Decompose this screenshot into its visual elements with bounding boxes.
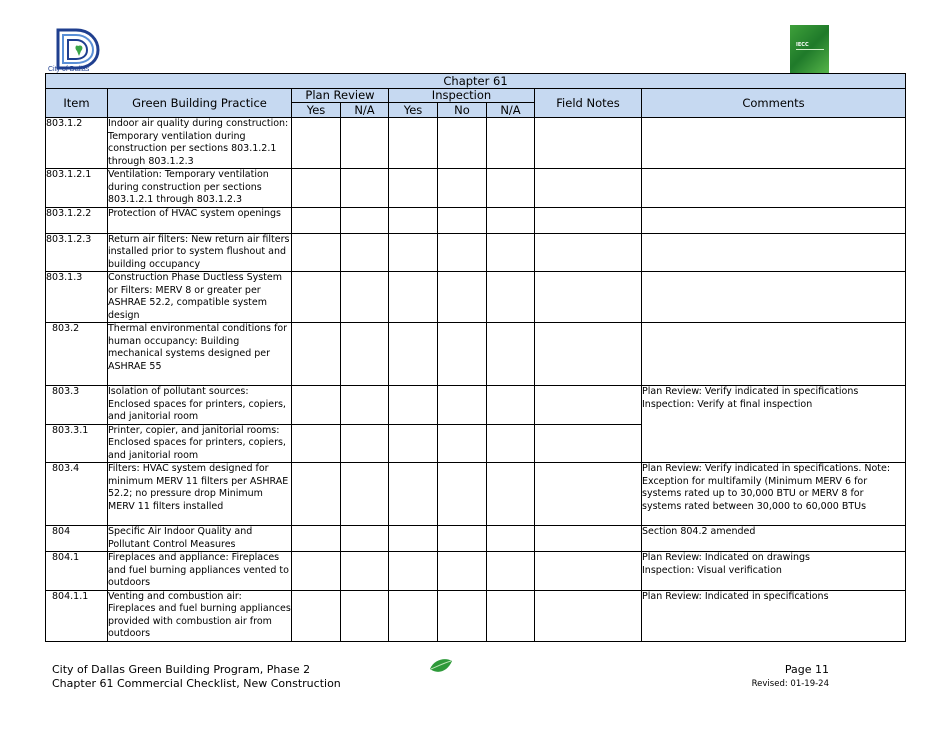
checkbox-cell[interactable]	[389, 590, 438, 641]
checkbox-cell[interactable]	[341, 424, 389, 463]
checkbox-cell[interactable]	[341, 207, 389, 233]
field-notes-cell[interactable]	[535, 323, 642, 386]
row-item: 803.2	[46, 323, 108, 386]
revised-date: Revised: 01-19-24	[751, 679, 829, 689]
row-item: 803.3	[46, 386, 108, 425]
checkbox-cell[interactable]	[389, 526, 438, 552]
comments-cell	[642, 386, 906, 463]
checkbox-cell[interactable]	[487, 207, 535, 233]
table-row	[46, 526, 906, 552]
page-number: Page 11	[784, 663, 829, 676]
checkbox-cell[interactable]	[341, 272, 389, 323]
field-notes-cell[interactable]	[535, 526, 642, 552]
checkbox-cell[interactable]	[341, 323, 389, 386]
row-practice: Specific Air Indoor Quality and Pollutant Control Measures	[108, 526, 292, 552]
checkbox-cell[interactable]	[341, 118, 389, 169]
checkbox-cell[interactable]	[292, 118, 341, 169]
checkbox-cell[interactable]	[487, 424, 535, 463]
checkbox-cell[interactable]	[341, 526, 389, 552]
checkbox-cell[interactable]	[438, 233, 487, 272]
footer-right	[752, 663, 829, 691]
table-row	[46, 207, 906, 233]
sub-insp-no: No	[438, 103, 487, 118]
checkbox-cell[interactable]	[487, 233, 535, 272]
table-row	[46, 552, 906, 591]
checkbox-cell[interactable]	[292, 386, 341, 425]
checkbox-cell[interactable]	[292, 552, 341, 591]
checkbox-cell[interactable]	[292, 207, 341, 233]
table-row	[46, 118, 906, 169]
checkbox-cell[interactable]	[487, 526, 535, 552]
row-practice: Isolation of pollutant sources: Enclosed spaces for printers, copiers, and janitorial room	[108, 386, 292, 425]
row-practice: Ventilation: Temporary ventilation during construction per sections 803.1.2.1 through 803.1.2.3	[108, 169, 292, 208]
field-notes-cell[interactable]	[535, 463, 642, 526]
row-practice: Indoor air quality during construction: Temporary ventilation during construction per sections 803.1.2.1 through 803.1.2.3	[108, 118, 292, 169]
checkbox-cell[interactable]	[341, 233, 389, 272]
table-row	[46, 463, 906, 526]
col-inspection: Inspection	[389, 89, 535, 103]
col-comments: Comments	[642, 89, 906, 118]
row-item: 803.1.2.1	[46, 169, 108, 208]
row-practice: Fireplaces and appliance: Fireplaces and fuel burning appliances vented to outdoors	[108, 552, 292, 591]
iecc-book-cover	[790, 25, 829, 73]
footer-program: City of Dallas Green Building Program, Phase 2	[52, 663, 311, 676]
book-label: IECC	[796, 42, 809, 48]
comments-cell	[642, 552, 906, 591]
checkbox-cell[interactable]	[438, 323, 487, 386]
chapter-heading: Chapter 61	[46, 74, 906, 89]
logo-caption: City of Dallas	[48, 66, 90, 73]
footer-checklist: Chapter 61 Commercial Checklist, New Construction	[52, 677, 341, 690]
comments-cell	[642, 169, 906, 208]
comments-cell	[642, 233, 906, 272]
field-notes-cell[interactable]	[535, 233, 642, 272]
row-item: 803.1.2	[46, 118, 108, 169]
col-plan-review: Plan Review	[292, 89, 389, 103]
checkbox-cell[interactable]	[438, 590, 487, 641]
checkbox-cell[interactable]	[341, 590, 389, 641]
checkbox-cell[interactable]	[389, 424, 438, 463]
row-item: 803.1.2.2	[46, 207, 108, 233]
table-row	[46, 272, 906, 323]
row-practice: Construction Phase Ductless System or Filters: MERV 8 or greater per ASHRAE 52.2, compatible system design	[108, 272, 292, 323]
checklist-table	[45, 73, 906, 642]
checkbox-cell[interactable]	[438, 118, 487, 169]
comments-cell: Plan Review: Indicated in specifications	[642, 590, 906, 641]
checkbox-cell[interactable]	[389, 118, 438, 169]
sub-plan-yes: Yes	[292, 103, 341, 118]
col-item: Item	[46, 89, 108, 118]
checkbox-cell[interactable]	[292, 590, 341, 641]
checkbox-cell[interactable]	[389, 463, 438, 526]
table-row	[46, 386, 906, 425]
checkbox-cell[interactable]	[487, 272, 535, 323]
checkbox-cell[interactable]	[487, 323, 535, 386]
checkbox-cell[interactable]	[341, 169, 389, 208]
row-practice: Printer, copier, and janitorial rooms: Enclosed spaces for printers, copiers, and janitorial room	[108, 424, 292, 463]
checkbox-cell[interactable]	[438, 207, 487, 233]
comments-cell: Section 804.2 amended	[642, 526, 906, 552]
checkbox-cell[interactable]	[292, 424, 341, 463]
field-notes-cell[interactable]	[535, 118, 642, 169]
table-row	[46, 233, 906, 272]
checkbox-cell[interactable]	[438, 463, 487, 526]
checkbox-cell[interactable]	[438, 386, 487, 425]
checkbox-cell[interactable]	[487, 590, 535, 641]
checkbox-cell[interactable]	[341, 463, 389, 526]
row-item: 804	[46, 526, 108, 552]
sub-insp-yes: Yes	[389, 103, 438, 118]
row-item: 803.1.2.3	[46, 233, 108, 272]
comment-line: Plan Review: Verify indicated in specifications	[642, 386, 859, 397]
row-practice: Return air filters: New return air filters installed prior to system flushout and building occupancy	[108, 233, 292, 272]
checkbox-cell[interactable]	[292, 272, 341, 323]
checkbox-cell[interactable]	[438, 526, 487, 552]
checkbox-cell[interactable]	[487, 169, 535, 208]
checkbox-cell[interactable]	[487, 552, 535, 591]
table-row	[46, 590, 906, 641]
checkbox-cell[interactable]	[389, 207, 438, 233]
col-field-notes: Field Notes	[535, 89, 642, 118]
comments-cell	[642, 207, 906, 233]
checkbox-cell[interactable]	[292, 233, 341, 272]
comments-cell	[642, 323, 906, 386]
checkbox-cell[interactable]	[292, 463, 341, 526]
field-notes-cell[interactable]	[535, 590, 642, 641]
field-notes-cell[interactable]	[535, 424, 642, 463]
checkbox-cell[interactable]	[438, 424, 487, 463]
row-item: 803.4	[46, 463, 108, 526]
leaf-icon	[428, 657, 454, 677]
checkbox-cell[interactable]	[389, 552, 438, 591]
checkbox-cell[interactable]	[389, 272, 438, 323]
comment-line: Plan Review: Indicated on drawings	[642, 552, 811, 563]
field-notes-cell[interactable]	[535, 169, 642, 208]
table-row	[46, 169, 906, 208]
col-practice: Green Building Practice	[108, 89, 292, 118]
checkbox-cell[interactable]	[389, 169, 438, 208]
checkbox-cell[interactable]	[487, 118, 535, 169]
checkbox-cell[interactable]	[292, 526, 341, 552]
checkbox-cell[interactable]	[438, 272, 487, 323]
checkbox-cell[interactable]	[292, 169, 341, 208]
comments-cell	[642, 118, 906, 169]
checkbox-cell[interactable]	[341, 552, 389, 591]
checkbox-cell[interactable]	[389, 386, 438, 425]
field-notes-cell[interactable]	[535, 386, 642, 425]
row-item: 804.1	[46, 552, 108, 591]
checkbox-cell[interactable]	[341, 386, 389, 425]
checkbox-cell[interactable]	[487, 463, 535, 526]
row-item: 803.3.1	[46, 424, 108, 463]
comments-cell: Plan Review: Verify indicated in specifications. Note: Exception for multifamily (Minimum MERV 6 for systems rated up to 30,000 BTU or MERV 8 for systems rated between 30,000 to 60,000 BTUs	[642, 463, 906, 526]
sub-plan-na: N/A	[341, 103, 389, 118]
comment-line: Inspection: Verify at final inspection	[642, 398, 813, 410]
checkbox-cell[interactable]	[292, 323, 341, 386]
row-practice: Protection of HVAC system openings	[108, 207, 292, 233]
comments-cell	[642, 272, 906, 323]
table-row	[46, 323, 906, 386]
checkbox-cell[interactable]	[438, 169, 487, 208]
row-practice: Venting and combustion air: Fireplaces and fuel burning appliances provided with combustion air from outdoors	[108, 590, 291, 639]
field-notes-cell[interactable]	[535, 272, 642, 323]
checkbox-cell[interactable]	[487, 386, 535, 425]
sub-insp-na: N/A	[487, 103, 535, 118]
row-practice: Thermal environmental conditions for human occupancy: Building mechanical systems designed per ASHRAE 55	[108, 323, 292, 386]
checkbox-cell[interactable]	[438, 552, 487, 591]
field-notes-cell[interactable]	[535, 552, 642, 591]
row-practice: Filters: HVAC system designed for minimum MERV 11 filters per ASHRAE 52.2; no pressure drop Minimum MERV 11 filters installed	[108, 463, 292, 526]
row-item: 804.1.1	[46, 590, 108, 641]
checkbox-cell[interactable]	[389, 323, 438, 386]
comment-line: Inspection: Visual verification	[642, 564, 782, 576]
checkbox-cell[interactable]	[389, 233, 438, 272]
row-item: 803.1.3	[46, 272, 108, 323]
footer-left	[52, 663, 341, 691]
field-notes-cell[interactable]	[535, 207, 642, 233]
